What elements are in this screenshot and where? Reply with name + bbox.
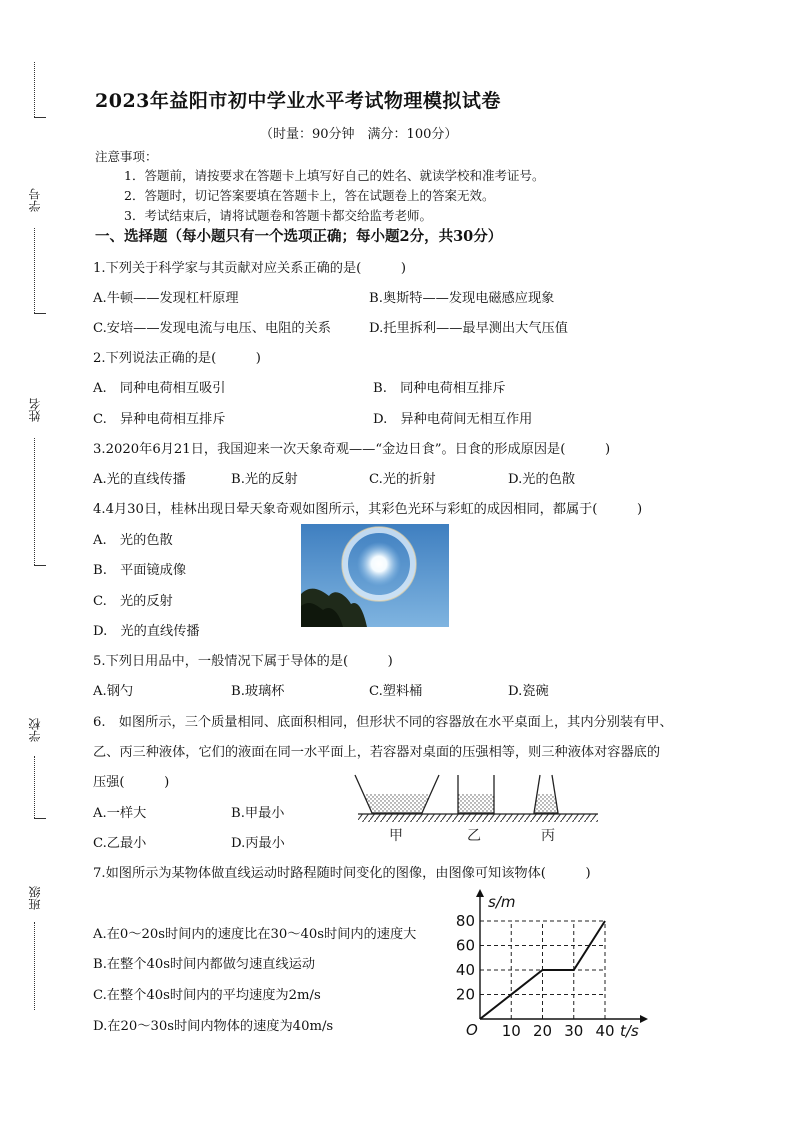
class-label: 班级 bbox=[28, 886, 42, 910]
question-3-option-a[interactable]: A.光的直线传播 bbox=[93, 472, 186, 487]
question-7-option-a[interactable]: A.在0～20s时间内的速度比在30～40s时间内的速度大 bbox=[93, 927, 417, 942]
container-jia bbox=[355, 775, 439, 813]
notice-heading: 注意事项： bbox=[95, 149, 158, 164]
x-tick-label: 40 bbox=[595, 1022, 615, 1040]
question-2-option-b[interactable]: B. 同种电荷相互排斥 bbox=[373, 381, 506, 396]
question-5-option-d[interactable]: D.瓷碗 bbox=[508, 684, 549, 699]
binding-dotted-line bbox=[34, 228, 35, 313]
question-6-stem-line1: 6. 如图所示，三个质量相同、底面积相同，但形状不同的容器放在水平桌面上，其内分别装有甲、 bbox=[93, 715, 673, 730]
question-6-stem-line2: 乙、丙三种液体，它们的液面在同一水平面上，若容器对桌面的压强相等，则三种液体对容器底的 bbox=[93, 745, 661, 760]
question-1-option-c[interactable]: C.安培——发现电流与电压、电阻的关系 bbox=[93, 321, 331, 336]
y-tick-label: 80 bbox=[455, 912, 475, 930]
question-6-option-c[interactable]: C.乙最小 bbox=[93, 836, 147, 851]
exam-info: （时量：90分钟 满分：100分） bbox=[260, 127, 458, 142]
question-5-stem: 5.下列日用品中，一般情况下属于导体的是( ) bbox=[93, 654, 393, 669]
question-7-option-d[interactable]: D.在20～30s时间内物体的速度为40m/s bbox=[93, 1019, 334, 1034]
question-2-option-a[interactable]: A. 同种电荷相互吸引 bbox=[93, 381, 226, 396]
notice-item: 2．答题时，切记答案要填在答题卡上，答在试题卷上的答案无效。 bbox=[124, 188, 495, 203]
y-axis-label: s/m bbox=[488, 893, 516, 911]
y-tick-label: 60 bbox=[455, 936, 475, 955]
x-tick-label: 10 bbox=[501, 1022, 521, 1040]
origin-label: O bbox=[466, 1021, 478, 1039]
question-7-option-b[interactable]: B.在整个40s时间内都做匀速直线运动 bbox=[93, 957, 316, 972]
question-3-option-c[interactable]: C.光的折射 bbox=[369, 472, 436, 487]
question-7-stem: 7.如图所示为某物体做直线运动时路程随时间变化的图像，由图像可知该物体( ) bbox=[93, 866, 591, 881]
binding-dotted-line bbox=[34, 756, 35, 818]
x-tick-label: 30 bbox=[564, 1022, 584, 1040]
binding-tick bbox=[34, 818, 46, 819]
binding-tick bbox=[34, 565, 46, 566]
question-6-option-a[interactable]: A.一样大 bbox=[93, 806, 147, 821]
question-3-option-d[interactable]: D.光的色散 bbox=[508, 472, 576, 487]
y-tick-label: 40 bbox=[455, 961, 475, 979]
question-2-stem: 2.下列说法正确的是( ) bbox=[93, 351, 261, 366]
container-label-yi: 乙 bbox=[467, 828, 481, 844]
containers-figure bbox=[352, 772, 602, 848]
page-title: 2023年益阳市初中学业水平考试物理模拟试卷 bbox=[95, 90, 501, 112]
binding-tick bbox=[34, 313, 46, 314]
container-label-bing: 丙 bbox=[541, 828, 555, 844]
notice-item: 3．考试结束后，请将试题卷和答题卡都交给监考老师。 bbox=[124, 208, 432, 223]
question-1-option-d[interactable]: D.托里拆利——最早测出大气压值 bbox=[369, 321, 568, 336]
question-7-option-c[interactable]: C.在整个40s时间内的平均速度为2m/s bbox=[93, 988, 321, 1003]
binding-dotted-line bbox=[34, 438, 35, 565]
question-5-option-a[interactable]: A.钢勺 bbox=[93, 684, 134, 699]
sun-halo-photo bbox=[301, 524, 449, 627]
question-6-option-b[interactable]: B.甲最小 bbox=[231, 806, 285, 821]
question-3-option-b[interactable]: B.光的反射 bbox=[231, 472, 298, 487]
container-yi bbox=[458, 775, 494, 813]
x-tick-label: 20 bbox=[532, 1022, 553, 1040]
question-2-option-d[interactable]: D. 异种电荷间无相互作用 bbox=[373, 412, 533, 427]
table-surface bbox=[358, 814, 598, 822]
question-5-option-c[interactable]: C.塑料桶 bbox=[369, 684, 423, 699]
container-label-jia: 甲 bbox=[389, 828, 403, 844]
student-id-label: 学号 bbox=[28, 188, 42, 212]
question-3-stem: 3.2020年6月21日，我国迎来一次天象奇观——“金边日食”。日食的形成原因是( ) bbox=[93, 442, 611, 457]
question-6-stem-line3: 压强( ) bbox=[93, 775, 170, 790]
y-tick-label: 20 bbox=[455, 985, 475, 1004]
notice-item: 1．答题前，请按要求在答题卡上填写好自己的姓名、就读学校和准考证号。 bbox=[124, 168, 545, 183]
distance-time-chart bbox=[440, 885, 650, 1040]
question-1-option-b[interactable]: B.奥斯特——发现电磁感应现象 bbox=[369, 291, 555, 306]
question-6-option-d[interactable]: D.丙最小 bbox=[231, 836, 285, 851]
school-label: 学校 bbox=[28, 718, 42, 742]
question-4-stem: 4.4月30日，桂林出现日晕天象奇观如图所示，其彩色光环与彩虹的成因相同，都属于( ) bbox=[93, 502, 643, 517]
binding-dotted-line bbox=[34, 62, 35, 117]
binding-tick bbox=[34, 117, 46, 118]
question-4-option-d[interactable]: D. 光的直线传播 bbox=[93, 624, 200, 639]
container-bing bbox=[534, 775, 558, 813]
question-1-stem: 1.下列关于科学家与其贡献对应关系正确的是( ) bbox=[93, 261, 406, 276]
question-2-option-c[interactable]: C. 异种电荷相互排斥 bbox=[93, 412, 226, 427]
section-heading: 一、选择题（每小题只有一个选项正确；每小题2分，共30分） bbox=[95, 228, 503, 245]
question-5-option-b[interactable]: B.玻璃杯 bbox=[231, 684, 285, 699]
question-4-option-b[interactable]: B. 平面镜成像 bbox=[93, 563, 187, 578]
binding-dotted-line bbox=[34, 922, 35, 1010]
question-4-option-a[interactable]: A. 光的色散 bbox=[93, 533, 173, 548]
question-1-option-a[interactable]: A.牛顿——发现杠杆原理 bbox=[93, 291, 239, 306]
question-4-option-c[interactable]: C. 光的反射 bbox=[93, 594, 173, 609]
x-axis-label: t/s bbox=[620, 1022, 639, 1040]
name-label: 姓名 bbox=[28, 398, 42, 422]
